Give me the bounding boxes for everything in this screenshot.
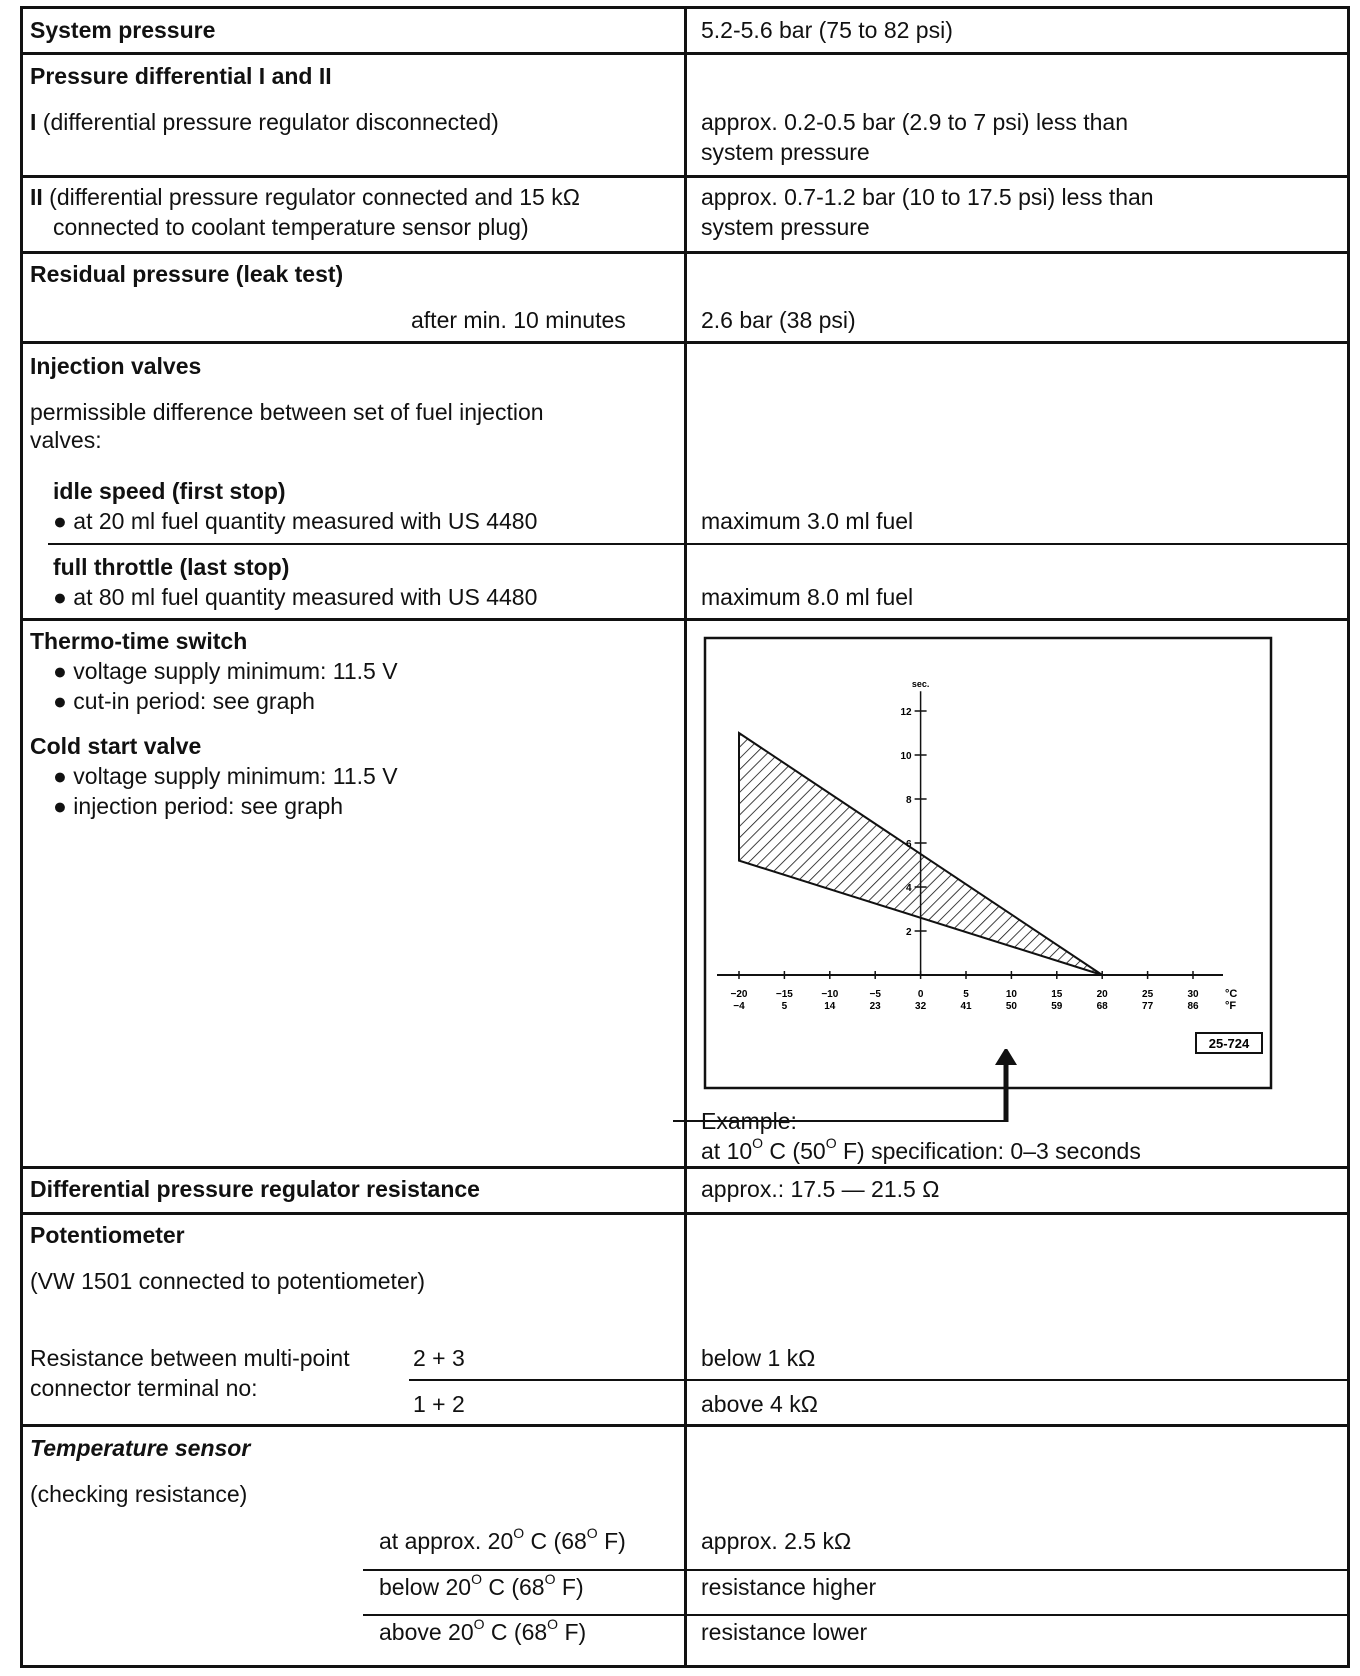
x-tick-label-c: 15 <box>1051 989 1063 1000</box>
full-throttle-bullet: ● at 80 ml fuel quantity measured with US 4480 <box>53 584 538 610</box>
temp-condition-above: above $20^O$ C ($68^O$ F) <box>379 1616 587 1645</box>
thermo-time-switch-label: Thermo-time switch <box>30 628 248 654</box>
thermo-time-switch-bullet: ● cut-in period: see graph <box>53 688 315 714</box>
x-tick-label-f: 68 <box>1096 1001 1108 1012</box>
residual-pressure-label: Residual pressure (leak test) <box>30 261 344 287</box>
temperature-sensor-note: (checking resistance) <box>30 1481 248 1507</box>
cold-start-valve-label: Cold start valve <box>30 733 202 759</box>
pressure-differential-label: Pressure differential I and II <box>30 63 332 89</box>
example-text: at $10^O$ C ($50^O$ F) specification: 0–3 seconds <box>701 1135 1141 1164</box>
row-divider <box>23 1212 1347 1215</box>
cold-start-valve-bullet: ● voltage supply minimum: 11.5 V <box>53 763 398 789</box>
differential-ii-value: approx. 0.7-1.2 bar (10 to 17.5 psi) less than <box>701 184 1154 210</box>
differential-ii-label: connected to coolant temperature sensor plug) <box>53 214 529 240</box>
diff-regulator-label: Differential pressure regulator resistance <box>30 1176 480 1202</box>
diff-regulator-value: approx.: 17.5 — 21.5 Ω <box>701 1176 940 1202</box>
row-divider <box>23 175 1347 178</box>
temperature-sensor-label: Temperature sensor <box>30 1435 251 1461</box>
x-axis-unit-f: °F <box>1225 1000 1237 1012</box>
thermo-time-switch-bullet: ● voltage supply minimum: 11.5 V <box>53 658 398 684</box>
example-arrow <box>583 1049 1063 1129</box>
sub-divider <box>363 1614 1350 1616</box>
differential-i-label: I (differential pressure regulator disconnected) <box>30 109 499 135</box>
column-divider <box>684 9 687 1665</box>
temp-value-below: resistance higher <box>701 1574 877 1600</box>
y-tick-label: 12 <box>900 707 912 718</box>
row-divider <box>23 1424 1347 1427</box>
terminal-2-3-value: below 1 kΩ <box>701 1345 816 1371</box>
row-divider <box>23 1166 1347 1169</box>
row-divider <box>23 341 1347 344</box>
x-tick-label-c: −15 <box>775 989 793 1000</box>
sub-divider <box>363 1569 1350 1571</box>
sub-divider <box>409 1379 1350 1381</box>
temp-condition-below: below $20^O$ C ($68^O$ F) <box>379 1571 584 1600</box>
spec-table <box>20 6 1350 1668</box>
sub-divider <box>48 543 1350 545</box>
temp-value-above: resistance lower <box>701 1619 868 1645</box>
y-tick-label: 6 <box>906 839 912 850</box>
cut-in-period-graph <box>703 636 1295 1096</box>
x-tick-label-f: 77 <box>1142 1001 1154 1012</box>
differential-ii-value: system pressure <box>701 214 870 240</box>
y-tick-label: 10 <box>900 751 912 762</box>
x-tick-label-f: 59 <box>1051 1001 1063 1012</box>
injection-valves-desc: valves: <box>30 427 102 453</box>
example-label: Example: <box>701 1108 797 1134</box>
resistance-label: Resistance between multi-point <box>30 1345 350 1371</box>
x-tick-label-f: 86 <box>1187 1001 1199 1012</box>
x-tick-label-f: 41 <box>960 1001 972 1012</box>
full-throttle-value: maximum 8.0 ml fuel <box>701 584 914 610</box>
x-tick-label-f: 32 <box>915 1001 927 1012</box>
figure-ref: 25-724 <box>1208 1036 1250 1051</box>
terminal-2-3: 2 + 3 <box>413 1345 465 1371</box>
x-tick-label-c: 0 <box>917 989 924 1000</box>
row-divider <box>23 251 1347 254</box>
idle-speed-bullet: ● at 20 ml fuel quantity measured with US 4480 <box>53 508 538 534</box>
x-axis-unit-c: °C <box>1225 988 1238 1000</box>
x-tick-label-c: −10 <box>821 989 839 1000</box>
residual-pressure-condition: after min. 10 minutes <box>411 307 626 333</box>
x-tick-label-f: −4 <box>733 1001 745 1012</box>
x-tick-label-f: 5 <box>781 1001 788 1012</box>
x-tick-label-c: −20 <box>730 989 748 1000</box>
system-pressure-value: 5.2-5.6 bar (75 to 82 psi) <box>701 17 953 43</box>
row-divider <box>23 52 1347 55</box>
x-tick-label-c: 30 <box>1187 989 1199 1000</box>
x-tick-label-c: 20 <box>1096 989 1108 1000</box>
terminal-1-2: 1 + 2 <box>413 1391 465 1417</box>
potentiometer-note: (VW 1501 connected to potentiometer) <box>30 1268 426 1294</box>
x-tick-label-c: 5 <box>963 989 969 1000</box>
x-tick-label-f: 23 <box>869 1001 881 1012</box>
resistance-label: connector terminal no: <box>30 1375 258 1401</box>
x-tick-label-f: 50 <box>1005 1001 1017 1012</box>
y-tick-label: 8 <box>906 795 912 806</box>
temp-value-20c: approx. 2.5 kΩ <box>701 1528 852 1554</box>
y-axis-unit-label: sec. <box>911 679 930 690</box>
x-tick-label-c: −5 <box>869 989 881 1000</box>
idle-speed-value: maximum 3.0 ml fuel <box>701 508 914 534</box>
terminal-1-2-value: above 4 kΩ <box>701 1391 818 1417</box>
differential-i-value: system pressure <box>701 139 870 165</box>
idle-speed-label: idle speed (first stop) <box>53 478 286 504</box>
y-tick-label: 2 <box>906 927 912 938</box>
full-throttle-label: full throttle (last stop) <box>53 554 290 580</box>
cold-start-valve-bullet: ● injection period: see graph <box>53 793 344 819</box>
temp-condition-20c: at approx. $20^O$ C ($68^O$ F) <box>379 1525 626 1554</box>
x-tick-label-c: 10 <box>1005 989 1017 1000</box>
residual-pressure-value: 2.6 bar (38 psi) <box>701 307 856 333</box>
row-divider <box>23 618 1347 621</box>
differential-ii-label: II (differential pressure regulator connected and 15 kΩ <box>30 184 580 210</box>
x-tick-label-c: 25 <box>1142 989 1154 1000</box>
system-pressure-label: System pressure <box>30 17 216 43</box>
injection-valves-label: Injection valves <box>30 353 202 379</box>
injection-valves-desc: permissible difference between set of fuel injection <box>30 399 544 425</box>
potentiometer-label: Potentiometer <box>30 1222 185 1248</box>
y-tick-label: 4 <box>906 883 912 894</box>
x-tick-label-f: 14 <box>824 1001 836 1012</box>
differential-i-value: approx. 0.2-0.5 bar (2.9 to 7 psi) less than <box>701 109 1129 135</box>
